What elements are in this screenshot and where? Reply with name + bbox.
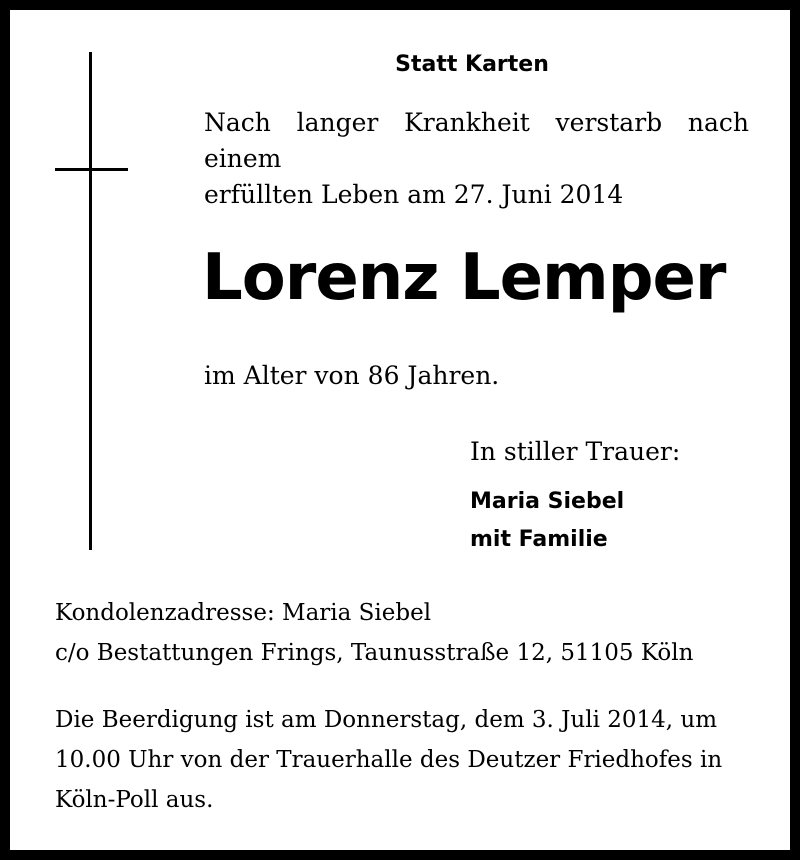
condolence-line: Kondolenzadresse: Maria Siebel bbox=[55, 600, 432, 626]
deceased-name: Lorenz Lemper bbox=[202, 241, 726, 315]
intro-line: Nach langer Krankheit verstarb nach einem bbox=[204, 108, 749, 173]
intro-line: erfüllten Leben am 27. Juni 2014 bbox=[204, 180, 624, 209]
mourner-line: mit Familie bbox=[470, 527, 608, 552]
condolence-address bbox=[55, 593, 693, 673]
condolence-line: c/o Bestattungen Frings, Taunusstraße 12, 51105 Köln bbox=[55, 640, 694, 666]
mourners-list bbox=[470, 483, 624, 559]
mourner-line: Maria Siebel bbox=[470, 489, 625, 514]
funeral-line: 10.00 Uhr von der Trauerhalle des Deutzer Friedhofes in bbox=[55, 747, 723, 773]
cross-icon-vertical-bar bbox=[89, 52, 92, 550]
age-line: im Alter von 86 Jahren. bbox=[204, 361, 500, 390]
funeral-line: Die Beerdigung ist am Donnerstag, dem 3. Juli 2014, um bbox=[55, 707, 718, 733]
funeral-details bbox=[55, 700, 745, 820]
intro-text bbox=[204, 105, 749, 213]
mourning-label: In stiller Trauer: bbox=[470, 437, 681, 466]
notice-heading: Statt Karten bbox=[395, 52, 549, 77]
funeral-line: Köln-Poll aus. bbox=[55, 787, 214, 813]
cross-icon-horizontal-bar bbox=[55, 168, 128, 171]
